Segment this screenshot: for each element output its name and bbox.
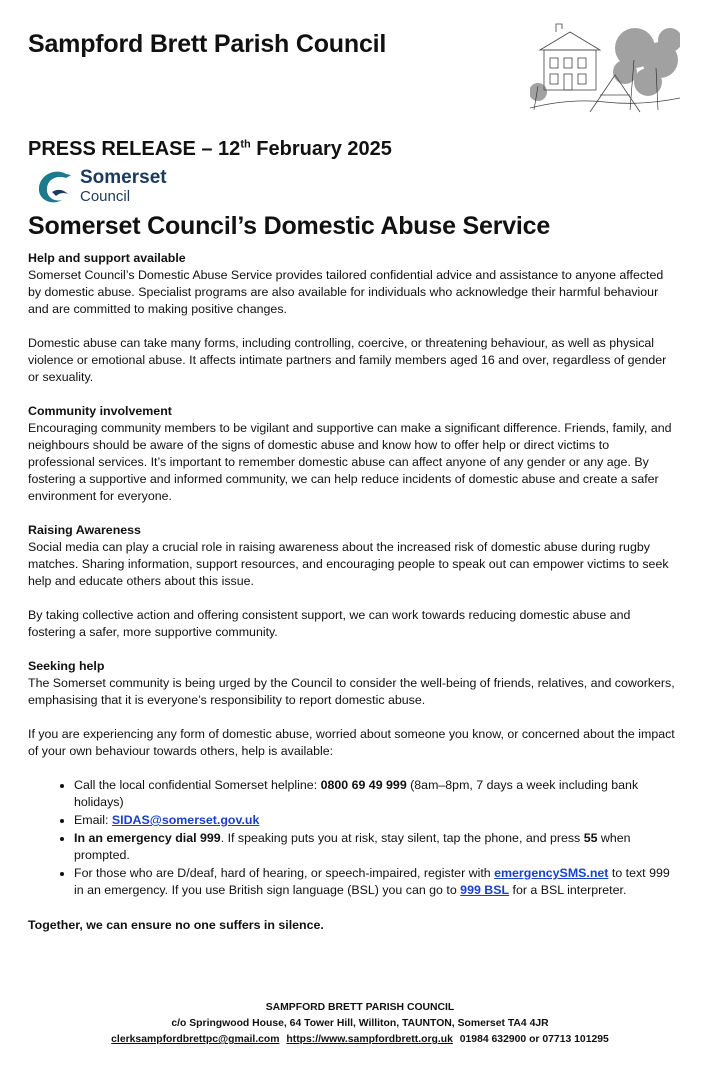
logo-wordmark: Somerset: [80, 167, 167, 188]
footer-website[interactable]: https://www.sampfordbrett.org.uk: [286, 1034, 453, 1045]
community-paragraph: Encouraging community members to be vigilant and supportive can make a significant difference. Friends, family, and neighbours should be aware of the signs of domestic abuse and know how to offer help or direct victims to professional services. It’s important to remember domestic abuse can affect anyone of any gender or any age. By fostering a supportive and informed community, we can help reduce incidents of domestic abuse and create a safer environment for everyone.: [28, 421, 672, 503]
list-item-sms: • For those who are D/deaf, hard of hearing, or speech-impaired, register with emergencySMS.net to text 999 in an emergency. If you use British sign language (BSL) you can go to 999 BSL for a BSL interpreter.: [74, 865, 678, 899]
footer-contact: [0, 1032, 720, 1048]
list-item-emergency: • In an emergency dial 999. If speaking puts you at risk, stay silent, tap the phone, and press 55 when prompted.: [74, 830, 678, 864]
awareness-paragraph-2: By taking collective action and offering consistent support, we can work towards reducing domestic abuse and fostering a safer, more supportive community.: [28, 608, 631, 639]
closing-statement: Together, we can ensure no one suffers in silence.: [28, 918, 324, 932]
list-item-email: • Email: SIDAS@somerset.gov.uk: [74, 812, 678, 829]
somerset-council-logo: [34, 166, 184, 208]
emergency-sms-link[interactable]: emergencySMS.net: [494, 866, 609, 880]
dragon-icon: [34, 166, 76, 208]
section-heading-seeking: Seeking help: [28, 659, 105, 673]
seeking-paragraph-2: If you are experiencing any form of domestic abuse, worried about someone you know, or concerned about the impact of your own behaviour towards others, help is available:: [28, 727, 675, 758]
help-paragraph-2: Domestic abuse can take many forms, including controlling, coercive, or threatening behaviour, as well as physical violence or emotional abuse. It affects intimate partners and family members aged 16 and over, regardless of gender or sexuality.: [28, 336, 667, 384]
press-release-heading: PRESS RELEASE – 12th February 2025: [28, 138, 392, 160]
section-heading-awareness: Raising Awareness: [28, 523, 141, 537]
help-options-list: [28, 777, 678, 899]
bsl-link[interactable]: 999 BSL: [460, 883, 510, 897]
footer-address: c/o Springwood House, 64 Tower Hill, Williton, TAUNTON, Somerset TA4 4JR: [171, 1018, 549, 1029]
section-heading-help: Help and support available: [28, 251, 186, 265]
awareness-paragraph-1: Social media can play a crucial role in raising awareness about the increased risk of domestic abuse during rugby matches. Sharing information, support resources, and encouraging people to speak out can empower victims to seek help and educate others about this issue.: [28, 540, 669, 588]
footer-email[interactable]: clerksampfordbrettpc@gmail.com: [111, 1034, 280, 1045]
seeking-paragraph-1: The Somerset community is being urged by the Council to consider the well-being of friends, relatives, and coworkers, emphasising that it is everyone’s responsibility to report domestic abuse.: [28, 676, 675, 707]
council-name: Sampford Brett Parish Council: [28, 30, 387, 58]
page-title: Somerset Council’s Domestic Abuse Service: [28, 212, 551, 240]
footer-council-name: SAMPFORD BRETT PARISH COUNCIL: [265, 1002, 455, 1013]
village-sketch-image: [530, 20, 680, 115]
logo-subtext: Council: [80, 188, 131, 205]
helpline-number: 0800 69 49 999: [320, 778, 407, 792]
footer: [0, 1000, 720, 1048]
help-paragraph-1: Somerset Council’s Domestic Abuse Service provides tailored confidential advice and assistance to anyone affected by domestic abuse. Specialist programs are also available for individuals who acknowledge their harmful behaviour and are committed to making positive changes.: [28, 268, 664, 316]
list-item-helpline: • Call the local confidential Somerset helpline: 0800 69 49 999 (8am–8pm, 7 days a week including bank holidays): [74, 777, 678, 811]
article-body: [28, 250, 678, 951]
section-heading-community: Community involvement: [28, 404, 172, 418]
email-link[interactable]: SIDAS@somerset.gov.uk: [111, 813, 260, 827]
footer-phones: 01984 632900 or 07713 101295: [459, 1034, 609, 1045]
